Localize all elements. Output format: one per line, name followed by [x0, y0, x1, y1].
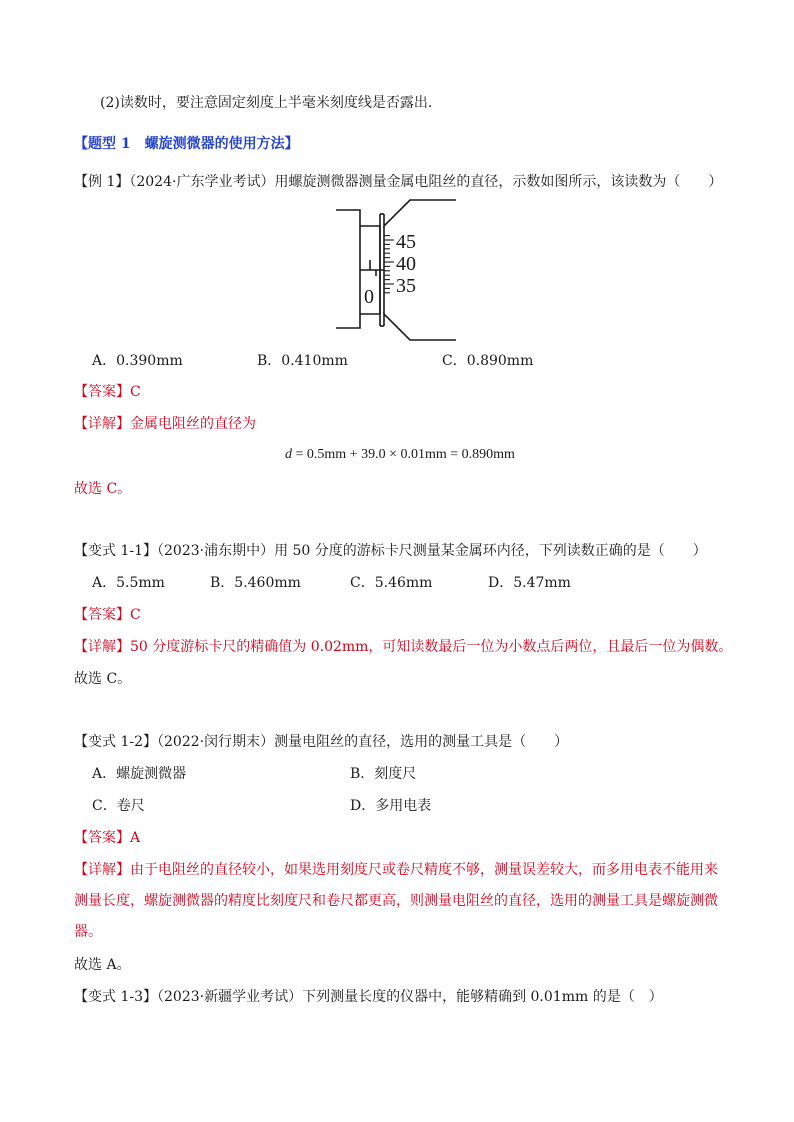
ex1-option-c[interactable]: C．0.890mm: [442, 353, 534, 369]
formula-expression: = 0.5mm + 39.0 × 0.01mm = 0.890mm: [292, 447, 515, 462]
v11-conclusion: 故选 C。: [74, 671, 132, 687]
v11-option-d[interactable]: D．5.47mm: [488, 575, 571, 591]
thimble-bottom-bevel: [384, 314, 456, 340]
v12-detail-line-3: 器。: [74, 924, 102, 940]
v11-tag: 【变式 1-1】: [74, 543, 157, 559]
formula-variable: d: [285, 447, 292, 462]
v12-detail-tag: 【详解】: [74, 862, 130, 878]
v12-tag: 【变式 1-2】: [74, 734, 157, 750]
v11-question: [74, 541, 707, 561]
v11-answer-tag: 【答案】: [74, 607, 130, 623]
v12-answer-value: A: [130, 830, 141, 846]
ex1-detail-tag: 【详解】: [74, 416, 130, 432]
v12-answer-tag: 【答案】: [74, 830, 130, 846]
v12-conclusion: 故选 A。: [74, 957, 131, 973]
micrometer-figure: [330, 196, 460, 342]
ex1-answer: [74, 382, 141, 402]
v11-detail-tag: 【详解】: [74, 639, 130, 655]
v11-option-a[interactable]: A．5.5mm: [92, 575, 165, 591]
v11-option-c[interactable]: C．5.46mm: [350, 575, 433, 591]
v13-tag: 【变式 1-3】: [74, 989, 157, 1005]
thimble-label-35: 35: [396, 275, 416, 297]
v12-option-c[interactable]: C．卷尺: [92, 798, 145, 814]
thimble-label-40: 40: [396, 253, 416, 275]
v11-answer: [74, 605, 141, 625]
ex1-detail-text: 金属电阻丝的直径为: [130, 416, 256, 432]
v12-option-d[interactable]: D．多用电表: [350, 798, 432, 814]
ex1-option-a[interactable]: A．0.390mm: [92, 353, 183, 369]
v12-option-a[interactable]: A．螺旋测微器: [92, 766, 187, 782]
topic-heading: 【题型 1 螺旋测微器的使用方法】: [74, 136, 299, 152]
main-scale-zero-label: 0: [364, 286, 374, 308]
ex1-answer-value: C: [130, 384, 141, 400]
v12-detail-line-1: [74, 860, 718, 880]
v11-option-b[interactable]: B．5.460mm: [210, 575, 301, 591]
ex1-tag: 【例 1】: [74, 174, 130, 190]
v12-question: [74, 732, 568, 752]
frame-outline: [336, 210, 360, 328]
v12-detail-text-1: 由于电阻丝的直径较小，如果选用刻度尺或卷尺精度不够，测量误差较大，而多用电表不能用来: [130, 862, 718, 878]
v11-detail-text: 50 分度游标卡尺的精确值为 0.02mm，可知读数最后一位为小数点后两位，且最后一位为偶数。: [130, 639, 733, 655]
v12-answer: [74, 828, 140, 848]
v11-detail: [74, 637, 732, 657]
ex1-formula: [285, 447, 515, 463]
v12-detail-line-2: 测量长度，螺旋测微器的精度比刻度尺和卷尺都更高，则测量电阻丝的直径，选用的测量工具是螺旋测微: [74, 893, 718, 909]
thimble-top-bevel: [384, 200, 456, 226]
v13-question-text: （2023·新疆学业考试）下列测量长度的仪器中，能够精确到 0.01mm 的是（ ）: [157, 989, 663, 1005]
ex1-detail: [74, 414, 256, 434]
v12-option-b[interactable]: B．刻度尺: [350, 766, 417, 782]
thimble-label-45: 45: [396, 231, 416, 253]
ex1-answer-tag: 【答案】: [74, 384, 130, 400]
v11-question-text: （2023·浦东期中）用 50 分度的游标卡尺测量某金属环内径，下列读数正确的是（ ）: [157, 543, 707, 559]
v11-answer-value: C: [130, 607, 141, 623]
ex1-question-text: （2024·广东学业考试）用螺旋测微器测量金属电阻丝的直径，示数如图所示，该读数为（ ）: [129, 174, 723, 190]
ex1-conclusion: 故选 C。: [74, 481, 132, 497]
v12-question-text: （2022·闵行期末）测量电阻丝的直径，选用的测量工具是（ ）: [157, 734, 569, 750]
note-text: (2)读数时，要注意固定刻度上半毫米刻度线是否露出.: [100, 95, 433, 111]
v13-question: [74, 987, 663, 1007]
ex1-option-b[interactable]: B．0.410mm: [257, 353, 348, 369]
ex1-question: [74, 172, 722, 192]
